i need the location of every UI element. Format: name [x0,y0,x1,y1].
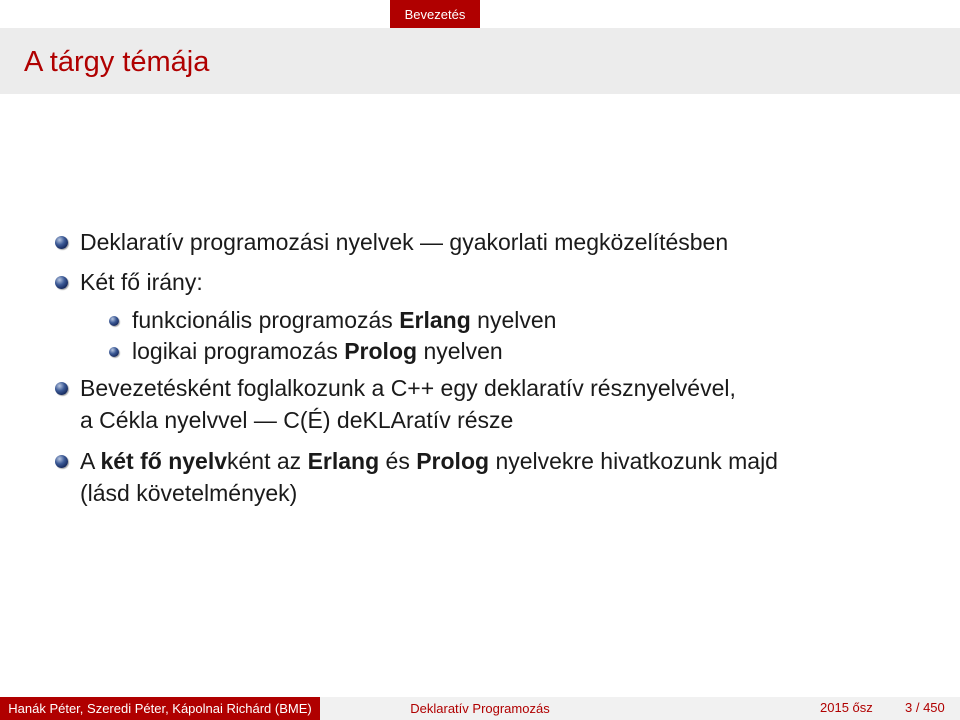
sub-bullet-text: funkcionális programozás [132,307,400,333]
sub-bullet-bold: Erlang [399,307,471,333]
sub-bullet-bold: Prolog [344,338,418,364]
section-tab-bevezetes[interactable]: Bevezetés [390,0,480,28]
bullet-bold: Prolog [416,448,490,474]
bullet-item: Bevezetésként foglalkozunk a C++ egy deklaratív résznyelvével, [80,375,736,401]
footer [0,697,960,720]
bullet-text: ként az [227,448,308,474]
sub-bullet-item [132,335,503,367]
bullet-text: és [379,448,417,474]
slide-title: A tárgy témája [24,46,210,78]
bullet-ball-icon [55,236,68,249]
bullet-bold: két fő nyelv [100,448,228,474]
bullet-ball-icon [55,276,68,289]
bullet-item [80,445,778,477]
footer-meta [640,697,960,720]
footer-date: 2015 ősz [820,700,873,715]
sub-bullet-ball-icon [109,316,119,326]
bullet-text: nyelvekre hivatkozunk majd [489,448,778,474]
sub-bullet-text: nyelven [470,307,557,333]
bullet-item-continuation: (lásd követelmények) [80,480,298,506]
sub-bullet-ball-icon [109,347,119,357]
bullet-text: A [80,448,101,474]
footer-authors: Hanák Péter, Szeredi Péter, Kápolnai Richárd (BME) [0,697,320,720]
bullet-ball-icon [55,382,68,395]
bullet-ball-icon [55,455,68,468]
sub-bullet-item [132,304,556,336]
footer-page-number: 3 / 450 [905,700,945,715]
bullet-item: Deklaratív programozási nyelvek — gyakorlati megközelítésben [80,229,729,255]
bullet-item: Két fő irány: [80,269,203,295]
sub-bullet-text: nyelven [417,338,503,364]
bullet-item-continuation: a Cékla nyelvvel — C(É) deKLAratív része [80,407,514,433]
bullet-bold: Erlang [307,448,380,474]
sub-bullet-text: logikai programozás [132,338,345,364]
footer-course: Deklaratív Programozás [320,697,640,720]
